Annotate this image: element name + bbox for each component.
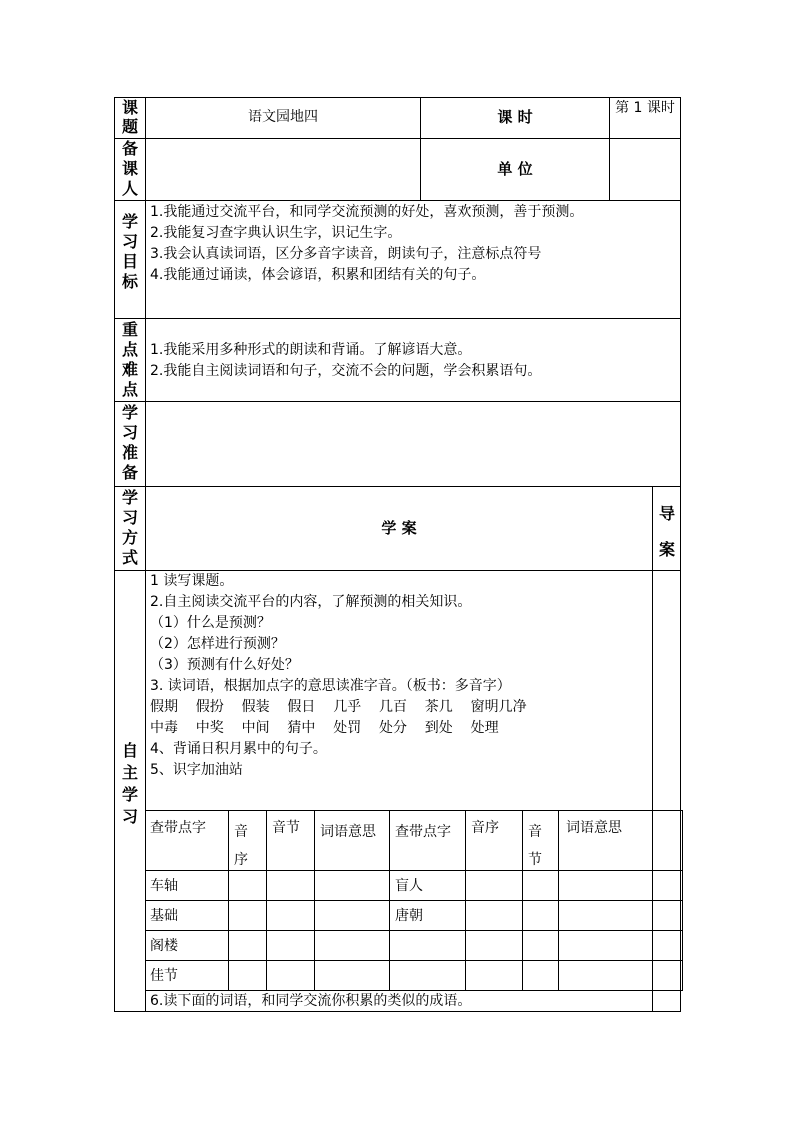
- table-cell-char: 车轴: [150, 878, 178, 894]
- preparer-label: 备课人: [121, 139, 138, 198]
- objectives-label: 学习目标: [121, 212, 138, 291]
- study-line: 1 读写课题。: [150, 573, 234, 589]
- method-label: 学习方式: [121, 488, 138, 567]
- plan-label: 学 案: [381, 519, 417, 537]
- table-header: 查带点字: [150, 820, 206, 836]
- unit-value-cell[interactable]: [610, 139, 680, 200]
- table-cell-char: 阁楼: [150, 938, 178, 954]
- preparation-content-cell[interactable]: [146, 402, 680, 486]
- table-cell-char: 盲人: [395, 878, 423, 894]
- study-footer-line: 6.读下面的词语，和同学交流你积累的类似的成语。: [150, 993, 472, 1009]
- guide-label: 导案: [658, 504, 675, 559]
- objective-item-3: 3.我会认真读词语，区分多音字读音，朗读句子，注意标点符号: [150, 246, 542, 262]
- key-point-item-1: 1.我能采用多种形式的朗读和背诵。了解谚语大意。: [150, 342, 472, 358]
- key-point-item-2: 2.我能自主阅读词语和句子，交流不会的问题，学会积累语句。: [150, 363, 542, 379]
- self-study-label: 自主学习: [121, 741, 138, 826]
- table-header: 音节: [528, 824, 542, 868]
- study-line: 4、背诵日积月累中的句子。: [150, 741, 327, 757]
- study-line: （3）预测有什么好处？: [150, 657, 299, 673]
- objective-item-1: 1.我能通过交流平台，和同学交流预测的好处，喜欢预测，善于预测。: [150, 204, 584, 220]
- table-header: 词语意思: [320, 824, 376, 840]
- preparation-label: 学习准备: [121, 403, 138, 482]
- objective-item-4: 4.我能通过诵读，体会谚语，积累和团结有关的句子。: [150, 267, 486, 283]
- unit-label: 单 位: [497, 160, 533, 178]
- preparer-value-cell[interactable]: [146, 139, 420, 200]
- table-cell-char: 唐朝: [395, 908, 423, 924]
- table-cell-char: 佳节: [150, 968, 178, 984]
- table-header: 词语意思: [566, 820, 622, 836]
- period-value: 第 1 课时: [615, 100, 675, 116]
- key-points-label: 重点难点: [121, 320, 138, 399]
- period-label: 课 时: [497, 108, 533, 126]
- study-line: （1）什么是预测？: [150, 615, 271, 631]
- study-line: 3. 读词语，根据加点字的意思读准字音。（板书：多音字）: [150, 678, 511, 694]
- table-header: 音节: [272, 820, 300, 836]
- study-line: 5、识字加油站: [150, 762, 243, 778]
- table-header: 音序: [471, 820, 499, 836]
- study-line: （2）怎样进行预测？: [150, 636, 285, 652]
- topic-value: 语文园地四: [248, 109, 318, 125]
- table-header: 查带点字: [395, 824, 451, 840]
- objective-item-2: 2.我能复习查字典认识生字，识记生字。: [150, 225, 402, 241]
- topic-label: 课题: [121, 98, 138, 136]
- word-list-line-2: 中毒 中奖 中间 猜中 处罚 处分 到处 处理: [150, 720, 499, 736]
- study-line: 2.自主阅读交流平台的内容，了解预测的相关知识。: [150, 594, 472, 610]
- table-cell-char: 基础: [150, 908, 178, 924]
- table-header: 音序: [234, 824, 248, 868]
- word-list-line-1: 假期 假扮 假装 假日 几乎 几百 茶几 窗明几净: [150, 699, 527, 715]
